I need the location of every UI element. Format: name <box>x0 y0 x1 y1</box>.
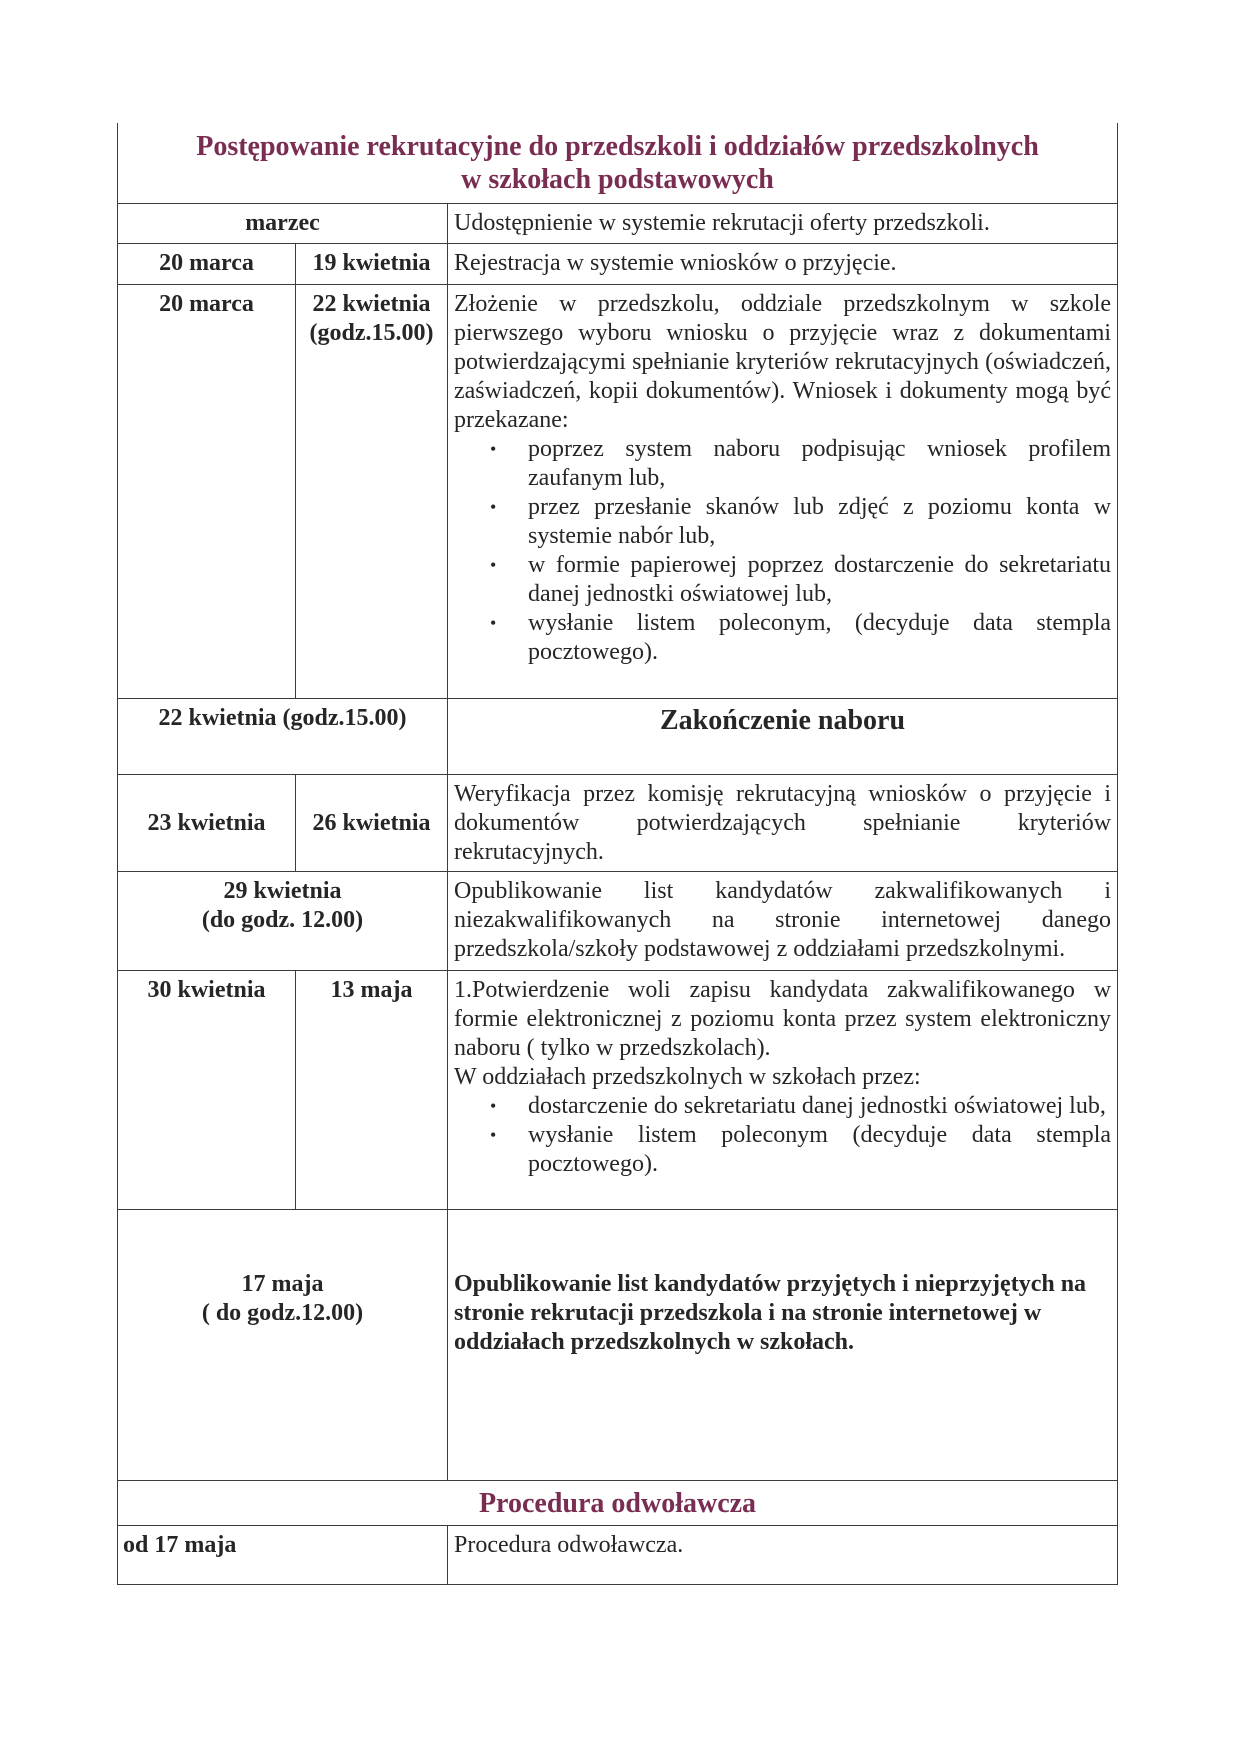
date-to-cell: 19 kwietnia <box>296 243 448 284</box>
date-to-cell: 26 kwietnia <box>296 774 448 871</box>
title-line-2: w szkołach podstawowych <box>461 164 774 195</box>
description-subheading: W oddziałach przedszkolnych w szkołach przez: <box>454 1063 921 1090</box>
section-heading: Zakończenie naboru <box>448 698 1118 774</box>
bullet-item: • poprzez system naboru podpisując wniosek profilem zaufanym lub, <box>454 435 1111 493</box>
date-to-cell <box>296 284 448 698</box>
date-from-cell: 23 kwietnia <box>118 774 296 871</box>
description-text: Złożenie w przedszkolu, oddziale przedszkolnym w szkole pierwszego wyboru wniosku o przyjęcie wraz z dokumentami potwierdzającymi spełnianie kryteriów rekrutacyjnych (oświadczeń, zaświadczeń, kopii dokumentów). Wniosek i dokumenty mogą być przekazane: <box>454 290 1112 433</box>
title-row <box>118 123 1118 203</box>
description-cell: Weryfikacja przez komisję rekrutacyjną wniosków o przyjęcie i dokumentów potwierdzających spełnianie kryteriów rekrutacyjnych. <box>448 774 1118 871</box>
date-day: 29 kwietnia <box>223 877 342 904</box>
date-cell <box>118 1209 448 1480</box>
schedule-row <box>118 774 1118 871</box>
appeal-heading: Procedura odwoławcza <box>118 1480 1118 1525</box>
date-from-cell: 30 kwietnia <box>118 970 296 1209</box>
date-to-day: 22 kwietnia <box>312 290 431 317</box>
appeal-row <box>118 1525 1118 1584</box>
description-cell: Udostępnienie w systemie rekrutacji oferty przedszkoli. <box>448 203 1118 243</box>
appeal-date-cell: od 17 maja <box>118 1525 448 1584</box>
date-hour: (do godz. 12.00) <box>201 906 364 933</box>
date-to-cell: 13 maja <box>296 970 448 1209</box>
date-day: 17 maja <box>241 1270 324 1297</box>
title-line-1: Postępowanie rekrutacyjne do przedszkoli i oddziałów przedszkolnych <box>196 131 1039 162</box>
bullet-item: • wysłanie listem poleconym, (decyduje data stempla pocztowego). <box>454 609 1111 667</box>
appeal-description-cell: Procedura odwoławcza. <box>448 1525 1118 1584</box>
recruitment-schedule <box>117 123 1117 1585</box>
schedule-row <box>118 203 1118 243</box>
description-cell: Rejestracja w systemie wniosków o przyjęcie. <box>448 243 1118 284</box>
description-cell: Opublikowanie list kandydatów przyjętych i nieprzyjętych na stronie rekrutacji przedszkola i na stronie internetowej w oddziałach przedszkolnych w szkołach. <box>448 1209 1118 1480</box>
description-text: 1.Potwierdzenie woli zapisu kandydata zakwalifikowanego w formie elektronicznej z poziomu konta przez system elektroniczny naboru ( tylko w przedszkolach). <box>454 976 1112 1061</box>
schedule-row <box>118 698 1118 774</box>
appeal-heading-row <box>118 1480 1118 1525</box>
date-cell: marzec <box>118 203 448 243</box>
description-cell <box>448 284 1118 698</box>
document-title <box>118 123 1118 203</box>
date-cell <box>118 871 448 970</box>
bullet-list <box>454 1092 1111 1179</box>
schedule-row <box>118 1209 1118 1480</box>
bullet-list <box>454 435 1111 667</box>
description-cell: Opublikowanie list kandydatów zakwalifikowanych i niezakwalifikowanych na stronie internetowej danego przedszkola/szkoły podstawowej z oddziałami przedszkolnymi. <box>448 871 1118 970</box>
bullet-item: • wysłanie listem poleconym (decyduje data stempla pocztowego). <box>454 1121 1111 1179</box>
date-to-hour: (godz.15.00) <box>309 319 434 346</box>
schedule-table <box>117 123 1118 1585</box>
bullet-item: • w formie papierowej poprzez dostarczenie do sekretariatu danej jednostki oświatowej lub, <box>454 551 1111 609</box>
date-from-cell: 20 marca <box>118 284 296 698</box>
schedule-row <box>118 243 1118 284</box>
description-cell <box>448 970 1118 1209</box>
schedule-row <box>118 970 1118 1209</box>
bullet-item: • przez przesłanie skanów lub zdjęć z poziomu konta w systemie nabór lub, <box>454 493 1111 551</box>
bullet-item: • dostarczenie do sekretariatu danej jednostki oświatowej lub, <box>454 1092 1111 1121</box>
date-cell: 22 kwietnia (godz.15.00) <box>118 698 448 774</box>
date-from-cell: 20 marca <box>118 243 296 284</box>
date-hour: ( do godz.12.00) <box>201 1299 364 1326</box>
schedule-row <box>118 871 1118 970</box>
schedule-row <box>118 284 1118 698</box>
